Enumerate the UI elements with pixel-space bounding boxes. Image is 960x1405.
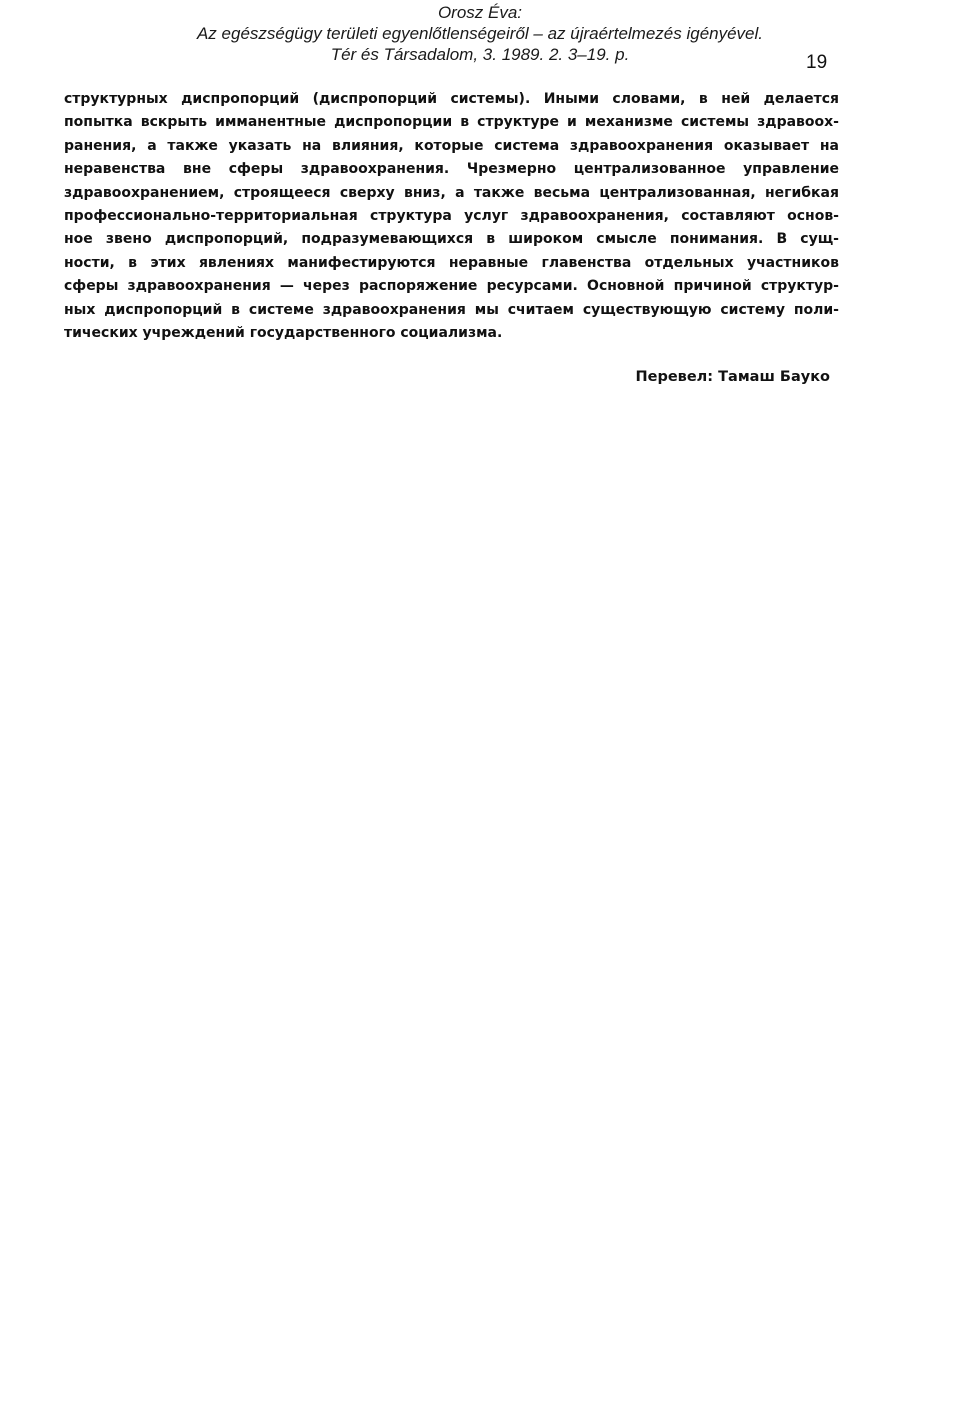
citation-header [130,2,830,65]
paragraph-line: профессионально-территориальная структура услуг здравоохранения, составляют основ- [64,207,839,224]
paragraph-line: здравоохранением, строящееся сверху вниз, а также весьма централизованная, негибкая [64,184,839,201]
citation-author: Orosz Éva: [437,3,523,22]
paragraph-line: ных диспропорций в системе здравоохранения мы считаем существующую систему поли- [64,301,839,318]
paragraph-line: ное звено диспропорций, подразумевающихся в широком смысле понимания. В сущ- [64,231,839,248]
paragraph-line: ности, в этих явлениях манифестируются неравные главенства отдельных участников [64,254,839,271]
paragraph-line: тических учреждений государственного социализма. [64,324,503,341]
paragraph-line: сферы здравоохранения — через распоряжение ресурсами. Основной причиной структур- [64,278,839,295]
translator-credit: Перевел: Тамаш Бауко [635,369,830,385]
paragraph-line: попытка вскрыть имманентные диспропорции в структуре и механизме системы здравоох- [64,114,839,131]
citation-source: Tér és Társadalom, 3. 1989. 2. 3–19. p. [330,45,630,64]
paragraph-line: ранения, а также указать на влияния, которые система здравоохранения оказывает на [64,137,839,154]
paragraph-line: структурных диспропорций (диспропорций системы). Иными словами, в ней делается [64,91,839,107]
page-number: 19 [806,52,828,73]
citation-title: Az egészségügy területi egyenlőtlenségeiről – az újraértelmezés igényével. [196,24,764,43]
paragraph-line: неравенства вне сферы здравоохранения. Чрезмерно централизованное управление [64,161,839,178]
body-paragraph [64,88,839,345]
